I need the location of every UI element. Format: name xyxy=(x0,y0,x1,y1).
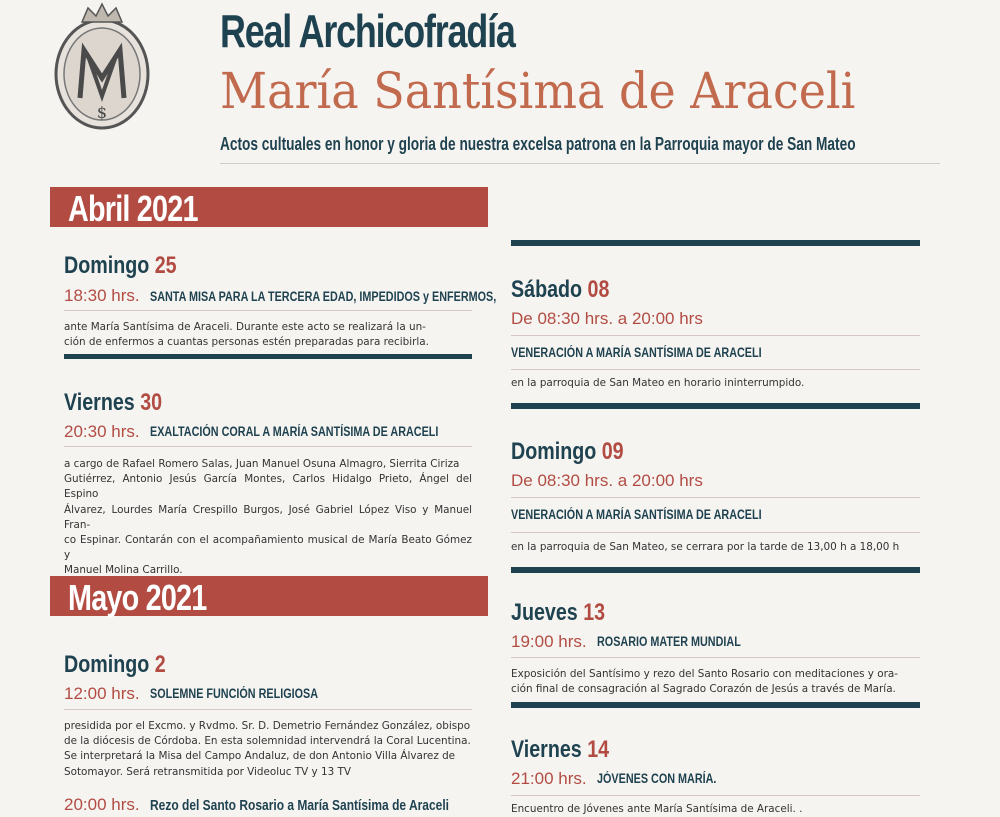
month-banner-april xyxy=(50,187,488,227)
desc-line: Álvarez, Lourdes María Crespillo Burgos, José Gabriel López Viso y Manuel Fran- xyxy=(64,503,472,531)
header-divider xyxy=(220,163,940,164)
section-divider xyxy=(511,567,920,573)
day-name: Domingo xyxy=(64,252,150,279)
svg-text:$: $ xyxy=(96,103,108,122)
divider xyxy=(64,310,472,311)
event-title: SANTA MISA PARA LA TERCERA EDAD, IMPEDIDOS y ENFERMOS, xyxy=(150,289,497,304)
page-title-name: María Santísima de Araceli xyxy=(220,62,856,120)
desc-line: ción final de consagración al Sagrado Corazón de Jesús a través de María. xyxy=(511,683,896,696)
event-description: Encuentro de Jóvenes ante María Santísima de Araceli. . xyxy=(511,803,803,815)
event-title: SOLEMNE FUNCIÓN RELIGIOSA xyxy=(150,686,319,701)
month-label: Abril 2021 xyxy=(68,188,198,229)
day-name: Domingo xyxy=(64,651,150,678)
desc-line: Exposición del Santísimo y rezo del Santo Rosario con meditaciones y ora- xyxy=(511,668,898,680)
event-title: Rezo del Santo Rosario a María Santísima de Araceli xyxy=(150,797,449,814)
event-day xyxy=(64,651,166,679)
event-time: De 08:30 hrs. a 20:00 hrs xyxy=(511,309,703,328)
divider xyxy=(511,335,920,336)
desc-line: ción de enfermos a cuantas personas estén preparadas para recibirla. xyxy=(64,336,429,349)
event-day xyxy=(64,389,162,417)
divider xyxy=(511,532,920,533)
day-number: 08 xyxy=(587,276,610,303)
event-time: 18:30 hrs. xyxy=(64,286,140,305)
desc-line: ante María Santísima de Araceli. Durante este acto se realizará la un- xyxy=(64,321,426,333)
brotherhood-seal-logo xyxy=(48,0,156,132)
section-divider xyxy=(511,403,920,409)
divider xyxy=(511,497,920,498)
event-day xyxy=(64,252,177,280)
divider xyxy=(64,709,472,710)
event-time: 19:00 hrs. xyxy=(511,632,587,651)
section-divider xyxy=(64,354,472,359)
event-description xyxy=(511,667,920,697)
page-title: Real Archicofradía xyxy=(220,5,515,57)
event-time: 12:00 hrs. xyxy=(64,684,140,703)
desc-line: Sotomayor. Será retransmitida por Videoluc TV y 13 TV xyxy=(64,765,351,778)
event-title: VENERACIÓN A MARÍA SANTÍSIMA DE ARACELI xyxy=(511,345,762,360)
event-title: VENERACIÓN A MARÍA SANTÍSIMA DE ARACELI xyxy=(511,507,762,522)
desc-line: co Espinar. Contarán con el acompañamiento musical de María Beato Gómez y xyxy=(64,534,472,562)
event-time: 21:00 hrs. xyxy=(511,769,587,788)
event-day xyxy=(511,736,609,764)
desc-line: Gutiérrez, Antonio Jesús García Montes, Carlos Hidalgo Prieto, Ángel del Espino xyxy=(64,473,472,501)
divider xyxy=(511,657,920,658)
section-divider xyxy=(511,702,920,708)
page-subtitle: Actos cultuales en honor y gloria de nuestra excelsa patrona en la Parroquia mayor de San Mateo xyxy=(220,134,856,154)
event-description xyxy=(64,320,472,350)
event-description: en la parroquia de San Mateo en horario ininterrumpido. xyxy=(511,377,805,389)
day-name: Viernes xyxy=(511,736,582,763)
event-day xyxy=(511,599,605,627)
day-number: 2 xyxy=(154,651,166,678)
day-number: 30 xyxy=(140,389,163,416)
divider xyxy=(511,369,920,370)
event-day xyxy=(511,276,609,304)
day-name: Viernes xyxy=(64,389,135,416)
desc-line: Se interpretará la Misa del Campo Andaluz, de don Antonio Villa Álvarez de xyxy=(64,750,456,763)
event-title: EXALTACIÓN CORAL A MARÍA SANTÍSIMA DE ARACELI xyxy=(150,424,439,439)
month-banner-may xyxy=(50,576,488,616)
event-title: ROSARIO MATER MUNDIAL xyxy=(597,634,741,649)
day-name: Sábado xyxy=(511,276,583,303)
event-description xyxy=(64,719,472,780)
day-number: 13 xyxy=(583,599,606,626)
event-title: JÓVENES CON MARÍA. xyxy=(597,771,717,786)
day-number: 14 xyxy=(587,736,610,763)
day-name: Jueves xyxy=(511,599,578,626)
event-day xyxy=(511,438,624,466)
desc-line: Manuel Molina Carrillo. xyxy=(64,564,183,577)
section-divider xyxy=(511,240,920,246)
event-time: 20:00 hrs. xyxy=(64,795,140,814)
desc-line: a cargo de Rafael Romero Salas, Juan Manuel Osuna Almagro, Sierrita Ciriza xyxy=(64,458,460,470)
day-number: 09 xyxy=(601,438,624,465)
desc-line: presidida por el Excmo. y Rvdmo. Sr. D. Demetrio Fernández González, obispo xyxy=(64,720,471,732)
divider xyxy=(64,446,472,447)
event-description xyxy=(64,457,472,579)
event-time: 20:30 hrs. xyxy=(64,422,140,441)
event-description: en la parroquia de San Mateo, se cerrara por la tarde de 13,00 h a 18,00 h xyxy=(511,541,900,553)
day-number: 25 xyxy=(154,252,177,279)
desc-line: de la diócesis de Córdoba. En esta solemnidad intervendrá la Coral Lucentina. xyxy=(64,735,471,748)
event-time: De 08:30 hrs. a 20:00 hrs xyxy=(511,471,703,490)
divider xyxy=(511,795,920,796)
day-name: Domingo xyxy=(511,438,597,465)
month-label: Mayo 2021 xyxy=(68,577,207,618)
